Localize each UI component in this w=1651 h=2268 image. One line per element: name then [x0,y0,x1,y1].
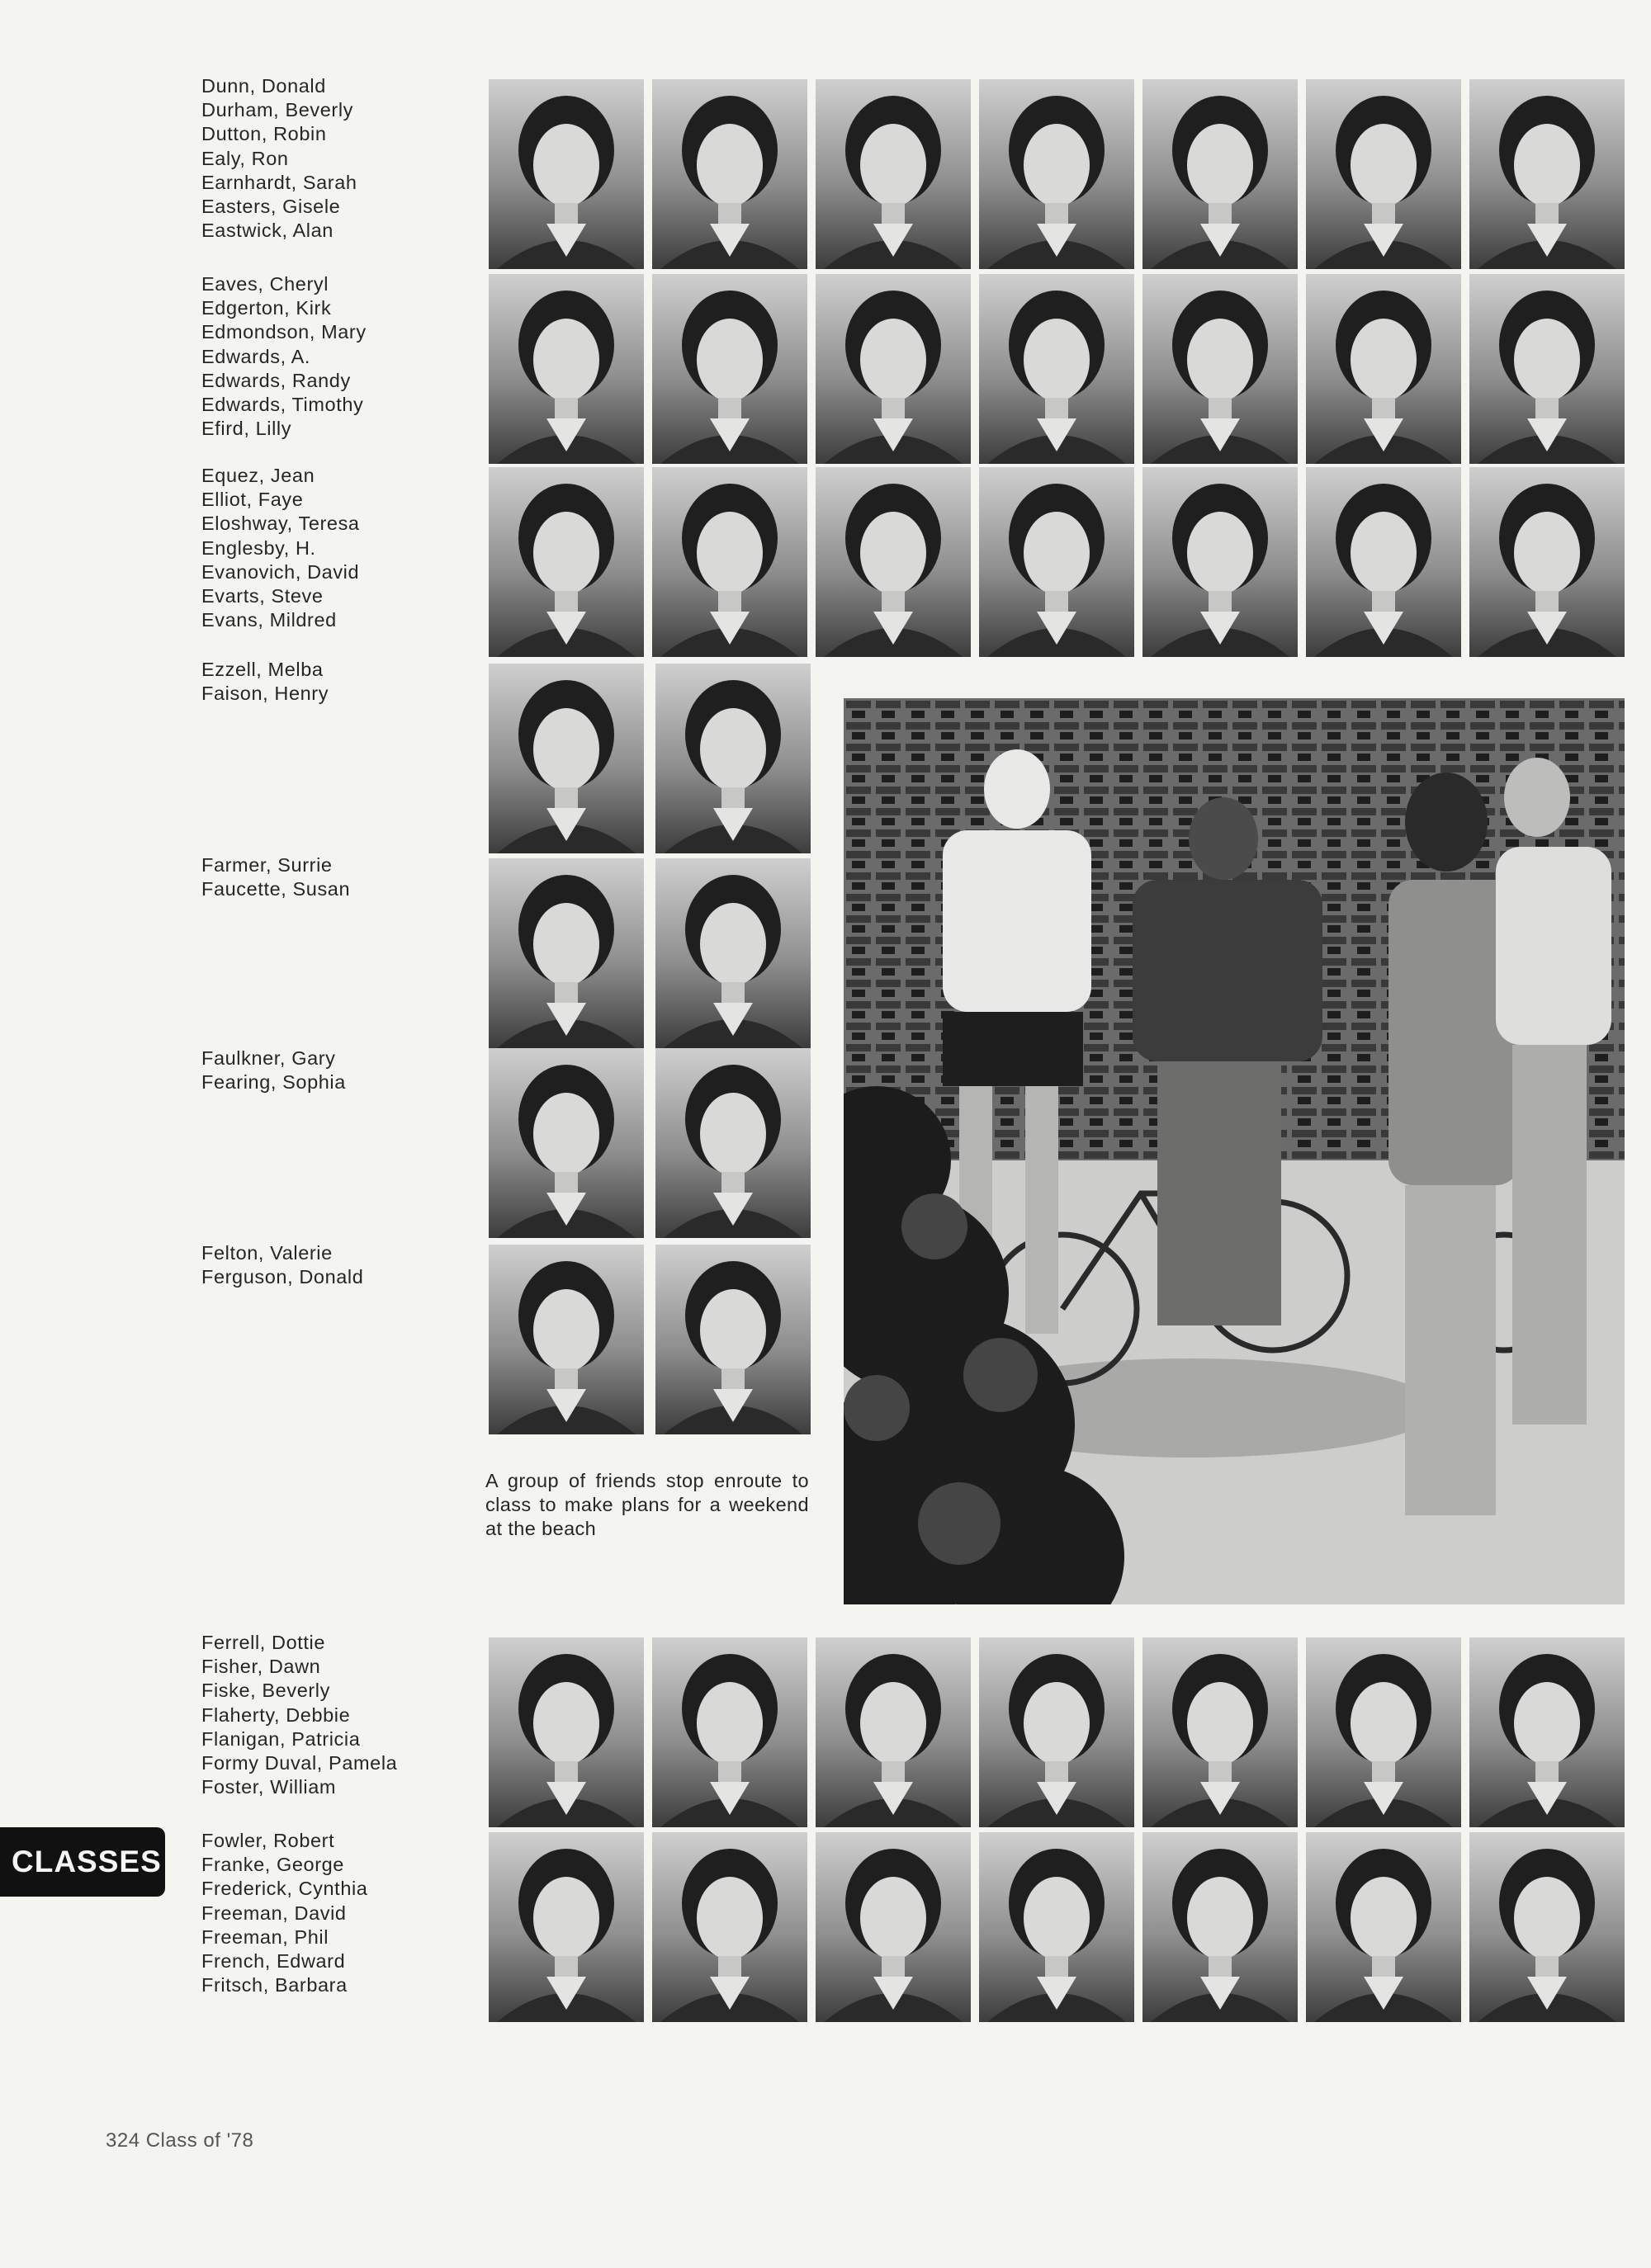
student-name: Fearing, Sophia [201,1071,346,1094]
student-name: Ezzell, Melba [201,659,324,680]
name-list-7 [201,1241,363,1289]
section-tab-classes: CLASSES [0,1827,165,1897]
portrait-row-3 [489,467,1625,657]
student-name: Edwards, Randy [201,369,351,391]
student-portrait [816,79,971,269]
portrait-row-2 [489,274,1625,464]
student-name: Easters, Gisele [201,196,341,218]
student-portrait [655,1245,811,1434]
student-name: Flaherty, Debbie [201,1703,351,1726]
student-name: Equez, Jean [201,465,315,486]
student-name: French, Edward [201,1950,346,1973]
student-name: Freeman, Phil [201,1925,329,1948]
portrait-row-4 [489,664,811,853]
student-portrait [979,467,1134,657]
student-portrait [979,1637,1134,1827]
student-portrait [1469,467,1625,657]
student-name: Fritsch, Barbara [201,1974,348,1996]
student-name: Farmer, Surrie [201,854,333,876]
student-name: Fisher, Dawn [201,1656,321,1678]
student-name: Elliot, Faye [201,489,304,511]
name-list-2 [201,272,367,441]
student-name: Fowler, Robert [201,1830,335,1851]
portrait-row-9 [489,1832,1625,2022]
student-portrait [1306,467,1461,657]
portrait-row-7 [489,1245,811,1434]
student-portrait [489,467,644,657]
student-portrait [489,1637,644,1827]
student-name: Freeman, David [201,1902,347,1924]
student-portrait [489,664,644,853]
student-portrait [489,79,644,269]
student-portrait [652,79,807,269]
student-name: Eastwick, Alan [201,220,334,242]
name-list-8 [201,1631,397,1799]
student-portrait [652,467,807,657]
student-name: Evanovich, David [201,560,360,583]
student-name: Evans, Mildred [201,609,337,631]
student-portrait [1142,1832,1298,2022]
photo-caption: A group of friends stop enroute to class to make plans for a weekend at the beach [485,1470,809,1539]
portrait-row-5 [489,858,811,1048]
student-name: Edmondson, Mary [201,321,367,343]
student-name: Durham, Beverly [201,99,353,121]
page-footer: 324 Class of '78 [106,2129,254,2152]
student-portrait [1469,1832,1625,2022]
student-portrait [655,664,811,853]
student-name: Edwards, Timothy [201,394,364,416]
student-name: Eloshway, Teresa [201,513,360,535]
student-portrait [1306,1637,1461,1827]
student-name: Dutton, Robin [201,123,327,145]
portrait-row-8 [489,1637,1625,1827]
student-name: Eaves, Cheryl [201,273,329,295]
student-name: Foster, William [201,1776,337,1798]
student-portrait [652,1832,807,2022]
student-portrait [816,1832,971,2022]
student-name: Frederick, Cynthia [201,1878,368,1900]
student-portrait [489,274,644,464]
student-portrait [489,1832,644,2022]
student-name: Englesby, H. [201,536,316,559]
student-name: Faison, Henry [201,683,329,705]
student-name: Dunn, Donald [201,75,326,97]
name-list-6 [201,1047,346,1094]
student-name: Formy Duval, Pamela [201,1752,398,1774]
student-name: Ferrell, Dottie [201,1632,326,1653]
student-portrait [816,274,971,464]
feature-photo [844,698,1625,1604]
name-list-1 [201,74,357,243]
student-portrait [1142,1637,1298,1827]
student-portrait [816,467,971,657]
student-name: Franke, George [201,1854,344,1876]
student-name: Faulkner, Gary [201,1047,336,1069]
student-portrait [1306,79,1461,269]
student-portrait [489,1048,644,1238]
student-portrait [652,1637,807,1827]
student-portrait [489,858,644,1048]
student-name: Efird, Lilly [201,418,292,440]
student-name: Flanigan, Patricia [201,1727,361,1750]
student-portrait [1469,79,1625,269]
student-portrait [979,274,1134,464]
student-name: Ferguson, Donald [201,1266,364,1288]
student-portrait [1306,1832,1461,2022]
student-portrait [655,858,811,1048]
student-name: Felton, Valerie [201,1242,333,1264]
student-portrait [1142,79,1298,269]
name-list-5 [201,853,350,901]
portrait-row-1 [489,79,1625,269]
student-portrait [1469,274,1625,464]
name-list-9 [201,1829,367,1997]
student-name: Edwards, A. [201,345,310,367]
student-name: Fiske, Beverly [201,1680,330,1702]
student-portrait [816,1637,971,1827]
student-name: Edgerton, Kirk [201,297,332,319]
student-name: Faucette, Susan [201,878,351,900]
student-portrait [489,1245,644,1434]
student-portrait [655,1048,811,1238]
student-portrait [979,1832,1134,2022]
student-name: Ealy, Ron [201,147,289,169]
student-portrait [652,274,807,464]
portrait-row-6 [489,1048,811,1238]
student-name: Earnhardt, Sarah [201,171,357,193]
name-list-4 [201,658,329,706]
student-portrait [979,79,1134,269]
student-portrait [1306,274,1461,464]
student-name: Evarts, Steve [201,585,324,607]
student-portrait [1469,1637,1625,1827]
student-portrait [1142,274,1298,464]
student-portrait [1142,467,1298,657]
name-list-3 [201,464,360,632]
